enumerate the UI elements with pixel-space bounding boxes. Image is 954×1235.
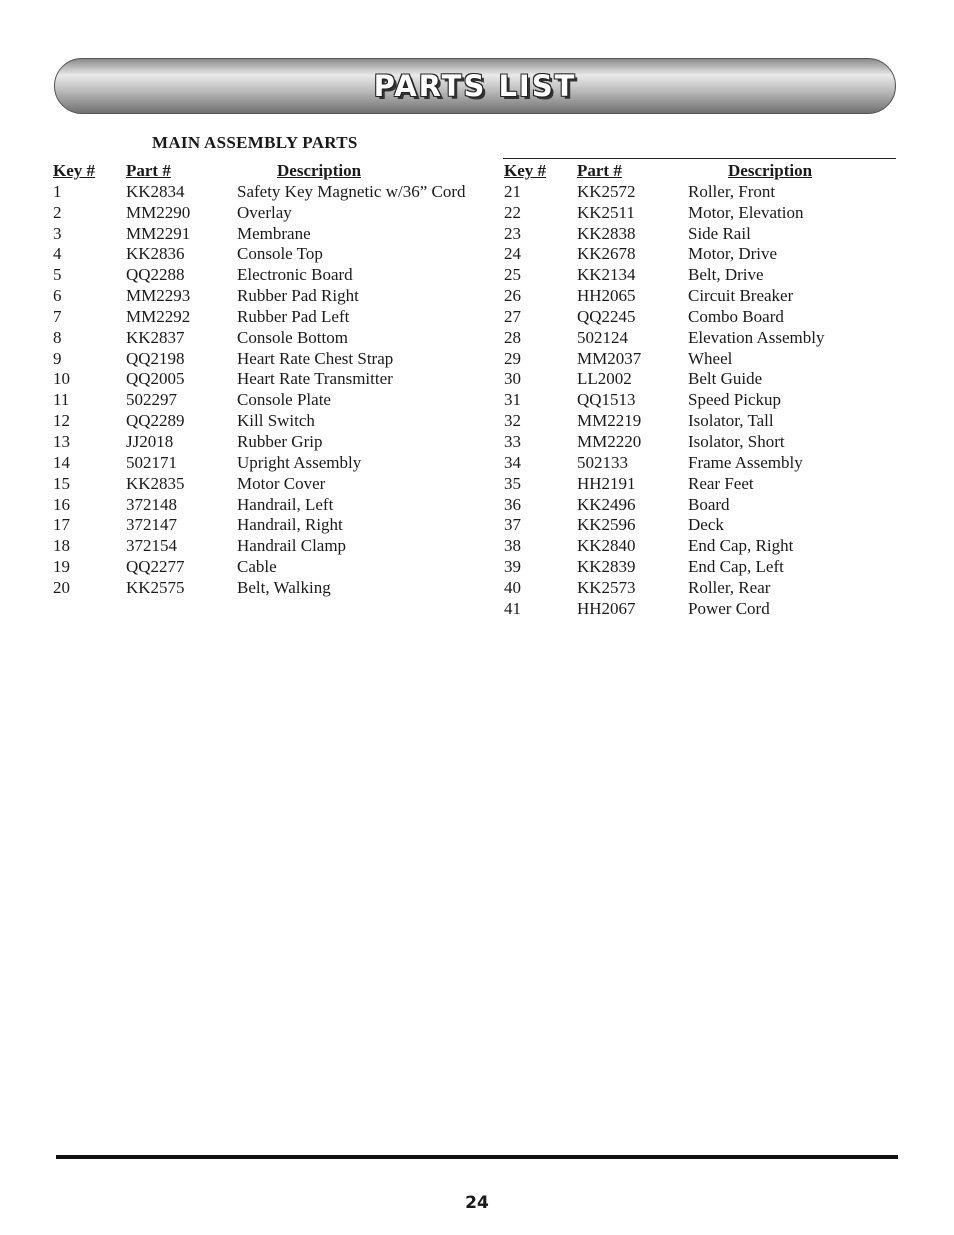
part-key: 6 — [53, 286, 62, 306]
part-key: 24 — [504, 244, 521, 264]
part-number: KK2835 — [126, 473, 185, 493]
page-title: PARTS LIST — [373, 69, 577, 103]
part-description: Belt, Drive — [688, 265, 764, 285]
part-description: Roller, Front — [688, 181, 776, 201]
part-key: 3 — [53, 223, 62, 243]
part-key: 31 — [504, 390, 521, 410]
part-description: Rear Feet — [688, 473, 754, 493]
part-description: Rubber Pad Left — [237, 306, 350, 326]
part-description: End Cap, Left — [688, 557, 784, 577]
footer-divider — [56, 1155, 898, 1159]
part-number: JJ2018 — [126, 431, 174, 451]
part-number: LL2002 — [577, 369, 632, 389]
part-description: Handrail Clamp — [237, 536, 347, 556]
part-key: 34 — [504, 452, 521, 472]
part-number: QQ2288 — [126, 265, 185, 285]
part-key: 40 — [504, 577, 521, 597]
part-description: Console Bottom — [237, 327, 348, 347]
part-key: 13 — [53, 431, 70, 451]
part-description: Kill Switch — [237, 411, 315, 431]
part-description: Motor Cover — [237, 473, 326, 493]
part-description: Motor, Drive — [688, 244, 778, 264]
part-key: 29 — [504, 348, 521, 368]
section-title: MAIN ASSEMBLY PARTS — [152, 133, 358, 152]
part-key: 2 — [53, 202, 62, 222]
part-key: 17 — [53, 515, 70, 535]
header-part: Part # — [577, 161, 622, 180]
part-number: QQ2289 — [126, 411, 185, 431]
part-number: KK2573 — [577, 577, 636, 597]
part-key: 7 — [53, 306, 62, 326]
part-number: 372147 — [126, 515, 177, 535]
part-key: 27 — [504, 306, 521, 326]
part-description: Belt Guide — [688, 369, 763, 389]
part-description: Console Plate — [237, 390, 331, 410]
part-number: 372154 — [126, 536, 177, 556]
part-description: Belt, Walking — [237, 577, 331, 597]
part-description: Board — [688, 494, 730, 514]
part-number: QQ2005 — [126, 369, 185, 389]
part-number: HH2067 — [577, 598, 636, 618]
header-key: Key # — [53, 161, 96, 180]
title-banner — [54, 58, 896, 114]
part-key: 18 — [53, 536, 70, 556]
part-description: Rubber Grip — [237, 431, 323, 451]
header-description: Description — [277, 161, 362, 180]
part-description: Heart Rate Chest Strap — [237, 348, 394, 368]
part-number: QQ2245 — [577, 306, 636, 326]
part-description: Overlay — [237, 202, 292, 222]
part-number: KK2596 — [577, 515, 636, 535]
part-key: 20 — [53, 577, 70, 597]
part-description: Membrane — [237, 223, 311, 243]
page-number: 24 — [465, 1193, 489, 1213]
part-description: Handrail, Right — [237, 515, 343, 535]
part-key: 21 — [504, 181, 521, 201]
part-key: 1 — [53, 181, 62, 201]
part-key: 32 — [504, 411, 521, 431]
part-description: Circuit Breaker — [688, 286, 794, 306]
part-number: KK2834 — [126, 181, 185, 201]
part-description: Isolator, Short — [688, 431, 785, 451]
part-number: KK2839 — [577, 557, 636, 577]
part-number: KK2836 — [126, 244, 185, 264]
part-key: 37 — [504, 515, 521, 535]
part-description: Console Top — [237, 244, 323, 264]
part-number: KK2837 — [126, 327, 185, 347]
part-number: MM2292 — [126, 306, 191, 326]
part-number: KK2134 — [577, 265, 636, 285]
part-key: 41 — [504, 598, 521, 618]
part-key: 26 — [504, 286, 521, 306]
part-number: HH2191 — [577, 473, 636, 493]
part-key: 14 — [53, 452, 70, 472]
part-number: 372148 — [126, 494, 177, 514]
part-number: QQ1513 — [577, 390, 636, 410]
part-description: Handrail, Left — [237, 494, 334, 514]
part-key: 11 — [53, 390, 70, 410]
part-description: Rubber Pad Right — [237, 286, 359, 306]
part-description: Side Rail — [688, 223, 751, 243]
part-key: 12 — [53, 411, 70, 431]
part-key: 38 — [504, 536, 521, 556]
part-number: HH2065 — [577, 286, 636, 306]
part-key: 19 — [53, 557, 70, 577]
part-key: 4 — [53, 244, 62, 264]
section-divider — [503, 158, 896, 159]
part-number: MM2220 — [577, 431, 642, 451]
part-description: Power Cord — [688, 598, 770, 618]
header-description: Description — [728, 161, 813, 180]
part-description: Frame Assembly — [688, 452, 803, 472]
part-number: MM2037 — [577, 348, 642, 368]
part-key: 39 — [504, 557, 521, 577]
part-description: Combo Board — [688, 306, 784, 326]
header-part: Part # — [126, 161, 171, 180]
part-number: MM2290 — [126, 202, 191, 222]
part-number: 502297 — [126, 390, 177, 410]
part-number: KK2575 — [126, 577, 185, 597]
part-description: Heart Rate Transmitter — [237, 369, 393, 389]
part-key: 9 — [53, 348, 62, 368]
part-number: MM2291 — [126, 223, 191, 243]
part-number: KK2678 — [577, 244, 636, 264]
part-description: End Cap, Right — [688, 536, 794, 556]
part-description: Speed Pickup — [688, 390, 782, 410]
part-description: Cable — [237, 557, 277, 577]
part-key: 5 — [53, 265, 62, 285]
part-key: 16 — [53, 494, 70, 514]
part-key: 35 — [504, 473, 521, 493]
part-number: KK2840 — [577, 536, 636, 556]
part-key: 25 — [504, 265, 521, 285]
part-key: 22 — [504, 202, 521, 222]
part-key: 30 — [504, 369, 521, 389]
part-number: KK2838 — [577, 223, 636, 243]
part-key: 15 — [53, 473, 70, 493]
part-number: QQ2277 — [126, 557, 185, 577]
part-number: 502124 — [577, 327, 628, 347]
part-number: KK2496 — [577, 494, 636, 514]
part-number: 502133 — [577, 452, 628, 472]
part-key: 33 — [504, 431, 521, 451]
part-number: MM2219 — [577, 411, 642, 431]
part-description: Isolator, Tall — [688, 411, 774, 431]
part-description: Upright Assembly — [237, 452, 362, 472]
header-key: Key # — [504, 161, 547, 180]
part-number: MM2293 — [126, 286, 191, 306]
part-key: 23 — [504, 223, 521, 243]
part-description: Roller, Rear — [688, 577, 771, 597]
part-number: KK2572 — [577, 181, 636, 201]
part-key: 36 — [504, 494, 521, 514]
part-description: Safety Key Magnetic w/36” Cord — [237, 181, 466, 201]
part-key: 8 — [53, 327, 62, 347]
part-description: Motor, Elevation — [688, 202, 804, 222]
part-description: Deck — [688, 515, 724, 535]
part-key: 28 — [504, 327, 521, 347]
part-description: Elevation Assembly — [688, 327, 825, 347]
part-key: 10 — [53, 369, 70, 389]
part-description: Wheel — [688, 348, 733, 368]
part-number: QQ2198 — [126, 348, 185, 368]
part-number: KK2511 — [577, 202, 635, 222]
part-number: 502171 — [126, 452, 177, 472]
part-description: Electronic Board — [237, 265, 353, 285]
